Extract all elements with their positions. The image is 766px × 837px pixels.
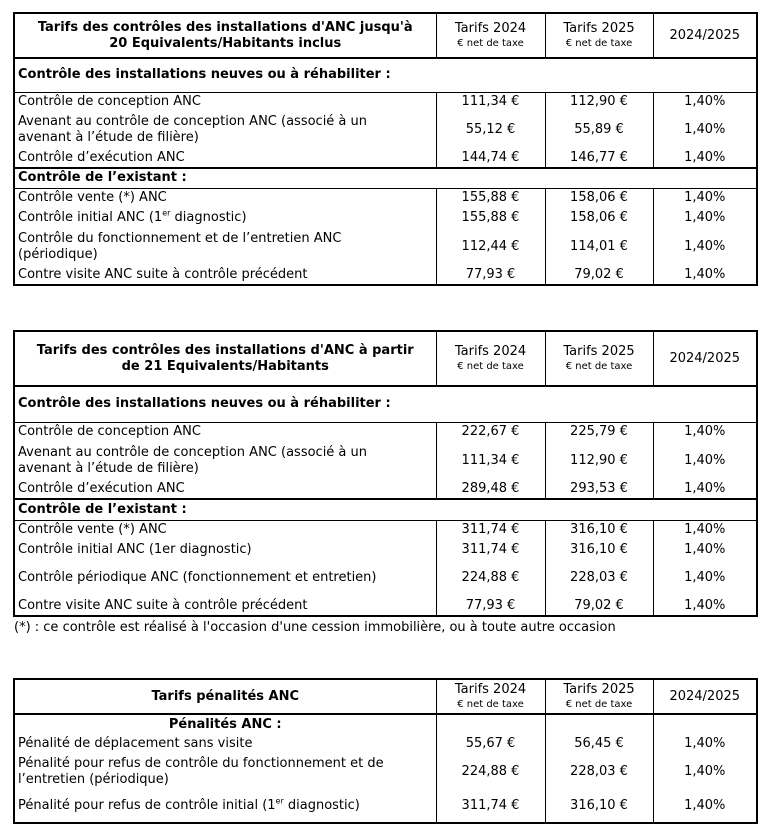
price-2025: 79,02 € — [545, 596, 653, 616]
table-row — [14, 188, 757, 208]
price-2025: 112,90 € — [545, 442, 653, 479]
price-2024: 289,48 € — [436, 479, 545, 499]
price-2024: 155,88 € — [436, 208, 545, 228]
price-2024: 224,88 € — [436, 560, 545, 596]
ratio-value: 1,40% — [653, 188, 757, 208]
table-header-row — [14, 331, 757, 386]
column-header-2025: Tarifs 2025 € net de taxe — [545, 679, 653, 714]
price-2024: 55,12 € — [436, 111, 545, 148]
ratio-value: 1,40% — [653, 208, 757, 228]
section-spacer — [545, 499, 653, 520]
column-header-2025: Tarifs 2025 € net de taxe — [545, 331, 653, 386]
table-title: Tarifs pénalités ANC — [14, 679, 436, 714]
price-2024: 77,93 € — [436, 265, 545, 285]
price-2024: 111,34 € — [436, 442, 545, 479]
price-2025: 158,06 € — [545, 208, 653, 228]
row-label: Contrôle vente (*) ANC — [14, 520, 436, 540]
row-label: Contre visite ANC suite à contrôle précédent — [14, 596, 436, 616]
price-2025: 316,10 € — [545, 540, 653, 560]
row-label: Contrôle d’exécution ANC — [14, 148, 436, 168]
price-2025: 56,45 € — [545, 734, 653, 753]
table-row — [14, 148, 757, 168]
ratio-value: 1,40% — [653, 734, 757, 753]
ratio-value: 1,40% — [653, 753, 757, 790]
section-row — [14, 386, 757, 422]
column-header-ratio: 2024/2025 — [653, 331, 757, 386]
price-2024: 155,88 € — [436, 188, 545, 208]
row-label: Contrôle d’exécution ANC — [14, 479, 436, 499]
row-label: Pénalité de déplacement sans visite — [14, 734, 436, 753]
row-label: Contre visite ANC suite à contrôle précédent — [14, 265, 436, 285]
price-2024: 224,88 € — [436, 753, 545, 790]
price-2025: 112,90 € — [545, 92, 653, 111]
price-2024: 311,74 € — [436, 790, 545, 823]
price-2024: 144,74 € — [436, 148, 545, 168]
price-2025: 146,77 € — [545, 148, 653, 168]
ratio-value: 1,40% — [653, 228, 757, 265]
ratio-value: 1,40% — [653, 790, 757, 823]
ratio-value: 1,40% — [653, 265, 757, 285]
table-anc-from-21-eh — [13, 330, 758, 617]
price-2025: 228,03 € — [545, 560, 653, 596]
section-spacer — [653, 714, 757, 734]
price-2024: 55,67 € — [436, 734, 545, 753]
section-row — [14, 714, 757, 734]
section-spacer — [436, 714, 545, 734]
table-row — [14, 596, 757, 616]
ratio-value: 1,40% — [653, 111, 757, 148]
row-label: Contrôle initial ANC (1er diagnostic) — [14, 540, 436, 560]
section-title-new: Contrôle des installations neuves ou à réhabiliter : — [14, 386, 757, 422]
section-title-existing: Contrôle de l’existant : — [14, 168, 436, 188]
ratio-value: 1,40% — [653, 520, 757, 540]
section-row — [14, 58, 757, 92]
table-penalties — [13, 678, 758, 824]
table-anc-up-to-20-eh — [13, 12, 758, 286]
price-2024: 112,44 € — [436, 228, 545, 265]
row-label: Contrôle de conception ANC — [14, 422, 436, 442]
price-2025: 55,89 € — [545, 111, 653, 148]
row-label: Avenant au contrôle de conception ANC (associé à un avenant à l’étude de filière) — [14, 111, 436, 148]
section-title-penalties: Pénalités ANC : — [14, 714, 436, 734]
row-label: Contrôle du fonctionnement et de l’entretien ANC (périodique) — [14, 228, 436, 265]
row-label: Contrôle périodique ANC (fonctionnement et entretien) — [14, 560, 436, 596]
section-row — [14, 499, 757, 520]
table-row — [14, 111, 757, 148]
price-2025: 79,02 € — [545, 265, 653, 285]
table-header-row — [14, 679, 757, 714]
price-2025: 293,53 € — [545, 479, 653, 499]
column-header-2024: Tarifs 2024 € net de taxe — [436, 679, 545, 714]
section-title-new: Contrôle des installations neuves ou à réhabiliter : — [14, 58, 757, 92]
table-row — [14, 208, 757, 228]
section-spacer — [545, 714, 653, 734]
column-header-ratio: 2024/2025 — [653, 13, 757, 58]
price-2024: 77,93 € — [436, 596, 545, 616]
section-spacer — [436, 168, 545, 188]
ratio-value: 1,40% — [653, 422, 757, 442]
section-row — [14, 168, 757, 188]
row-label: Contrôle vente (*) ANC — [14, 188, 436, 208]
price-2025: 225,79 € — [545, 422, 653, 442]
table-row — [14, 228, 757, 265]
price-2025: 114,01 € — [545, 228, 653, 265]
table-row — [14, 734, 757, 753]
section-spacer — [436, 499, 545, 520]
price-2024: 222,67 € — [436, 422, 545, 442]
table-row — [14, 92, 757, 111]
price-2025: 316,10 € — [545, 520, 653, 540]
section-spacer — [545, 168, 653, 188]
column-header-ratio: 2024/2025 — [653, 679, 757, 714]
row-label: Avenant au contrôle de conception ANC (associé à un avenant à l’étude de filière) — [14, 442, 436, 479]
section-spacer — [653, 168, 757, 188]
ratio-value: 1,40% — [653, 148, 757, 168]
table-row — [14, 265, 757, 285]
ratio-value: 1,40% — [653, 540, 757, 560]
table-row — [14, 442, 757, 479]
row-label: Pénalité pour refus de contrôle initial (1er diagnostic) — [14, 790, 436, 823]
price-2024: 111,34 € — [436, 92, 545, 111]
table-row — [14, 540, 757, 560]
table-row — [14, 560, 757, 596]
footnote: (*) : ce contrôle est réalisé à l'occasion d'une cession immobilière, ou à toute autre occasion — [14, 620, 616, 635]
ratio-value: 1,40% — [653, 560, 757, 596]
table-title: Tarifs des contrôles des installations d'ANC jusqu'à 20 Equivalents/Habitants inclus — [14, 13, 436, 58]
row-label: Contrôle de conception ANC — [14, 92, 436, 111]
ratio-value: 1,40% — [653, 596, 757, 616]
column-header-2025: Tarifs 2025 € net de taxe — [545, 13, 653, 58]
column-header-2024: Tarifs 2024 € net de taxe — [436, 331, 545, 386]
column-header-2024: Tarifs 2024 € net de taxe — [436, 13, 545, 58]
ratio-value: 1,40% — [653, 92, 757, 111]
price-2024: 311,74 € — [436, 540, 545, 560]
section-spacer — [653, 499, 757, 520]
price-2025: 316,10 € — [545, 790, 653, 823]
row-label: Pénalité pour refus de contrôle du fonctionnement et de l’entretien (périodique) — [14, 753, 436, 790]
table-row — [14, 422, 757, 442]
price-2024: 311,74 € — [436, 520, 545, 540]
table-row — [14, 753, 757, 790]
table-row — [14, 790, 757, 823]
table-title: Tarifs des contrôles des installations d'ANC à partir de 21 Equivalents/Habitants — [14, 331, 436, 386]
row-label: Contrôle initial ANC (1er diagnostic) — [14, 208, 436, 228]
table-row — [14, 520, 757, 540]
price-2025: 228,03 € — [545, 753, 653, 790]
ratio-value: 1,40% — [653, 442, 757, 479]
section-title-existing: Contrôle de l’existant : — [14, 499, 436, 520]
table-row — [14, 479, 757, 499]
table-header-row — [14, 13, 757, 58]
price-2025: 158,06 € — [545, 188, 653, 208]
ratio-value: 1,40% — [653, 479, 757, 499]
